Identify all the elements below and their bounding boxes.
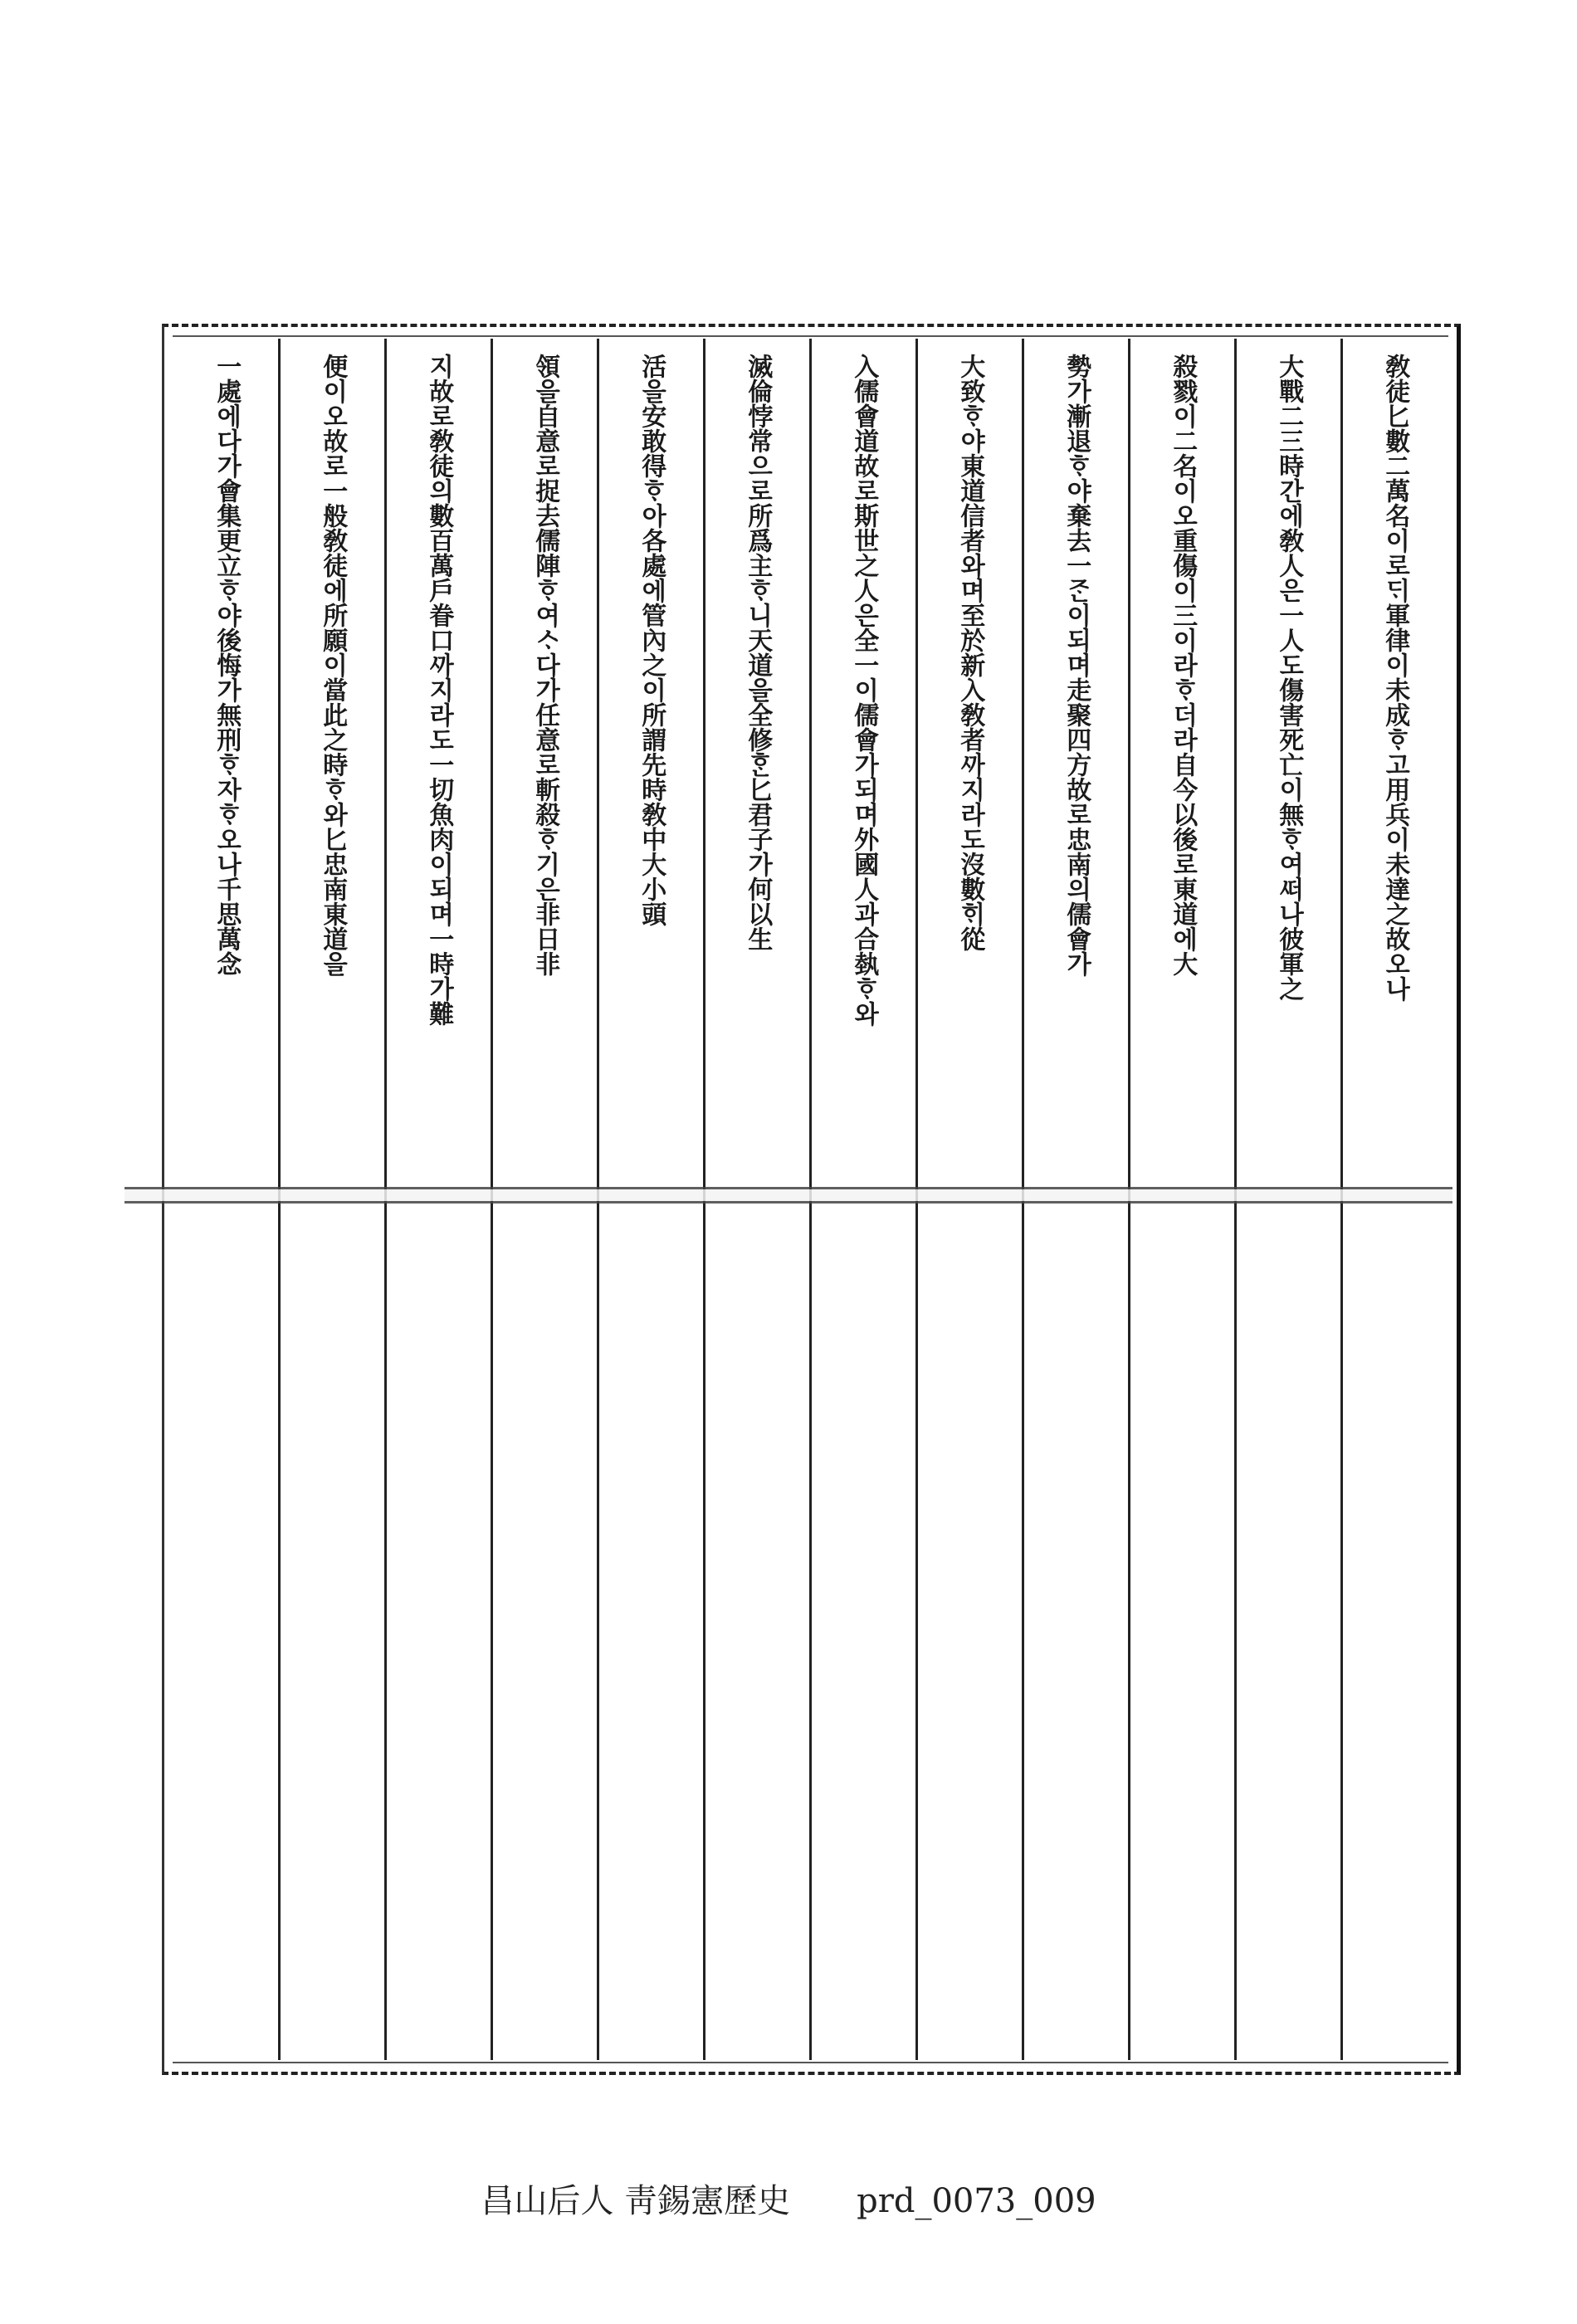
column-text: 大致ᄒᆞ야東道信者와며至於新入敎者ᄭᅡ지라도沒數ᄒᆡ從 <box>955 354 985 951</box>
column-text: 領을自意로捉去儒陣ᄒᆞ여ᄉᆞ다가任意로斬殺ᄒᆞ기은非日非 <box>530 354 560 976</box>
column-text: 一處에다가會集更立ᄒᆞ야後悔가無刑ᄒᆞ자ᄒᆞ오나千思萬念 <box>212 354 242 976</box>
column-text: 敎徒匕數二萬名이로ᄃᆡ軍律이未成ᄒᆞ고用兵이未達之故오나 <box>1380 354 1410 1001</box>
footer-code: prd_0073_009 <box>857 2182 1096 2220</box>
page-footer <box>0 2175 1577 2222</box>
column-text: 活을安敢得ᄒᆞ아各處에管內之이所謂先時敎中大小頭 <box>637 354 666 926</box>
column-text: 지故로敎徒의數百萬戶眷口ᄭᅡ지라도一切魚肉이되며一時가難 <box>424 354 454 1026</box>
column-text: 殺戮이二名이오重傷이三이라ᄒᆞ더라自今以後로東道에大 <box>1168 354 1198 976</box>
column-text: 大戰二三時간에敎人은一人도傷害死亡이無ᄒᆞ여ᄯᅥ나彼軍之 <box>1274 354 1304 1001</box>
footer-title: 昌山后人 靑錫憲歷史 <box>481 2182 791 2220</box>
column-text: 入儒會道故로斯世之人은全一이儒會가되며外國人과合埶ᄒᆞ와 <box>849 354 879 1026</box>
column-text: 便이오故로一般敎徒에所願이當此之時ᄒᆞ와匕忠南東道을 <box>318 354 348 976</box>
column-text: 滅倫悖常으로所爲主ᄒᆞ니天道을全修ᄒᆞᆫ匕君子가何以生 <box>743 354 773 951</box>
column-text: 勢가漸退ᄒᆞ야棄去一ᄌᆞᆫ이되며走聚四方故로忠南의儒會가 <box>1062 354 1091 976</box>
page-fold-line <box>124 1187 1452 1204</box>
